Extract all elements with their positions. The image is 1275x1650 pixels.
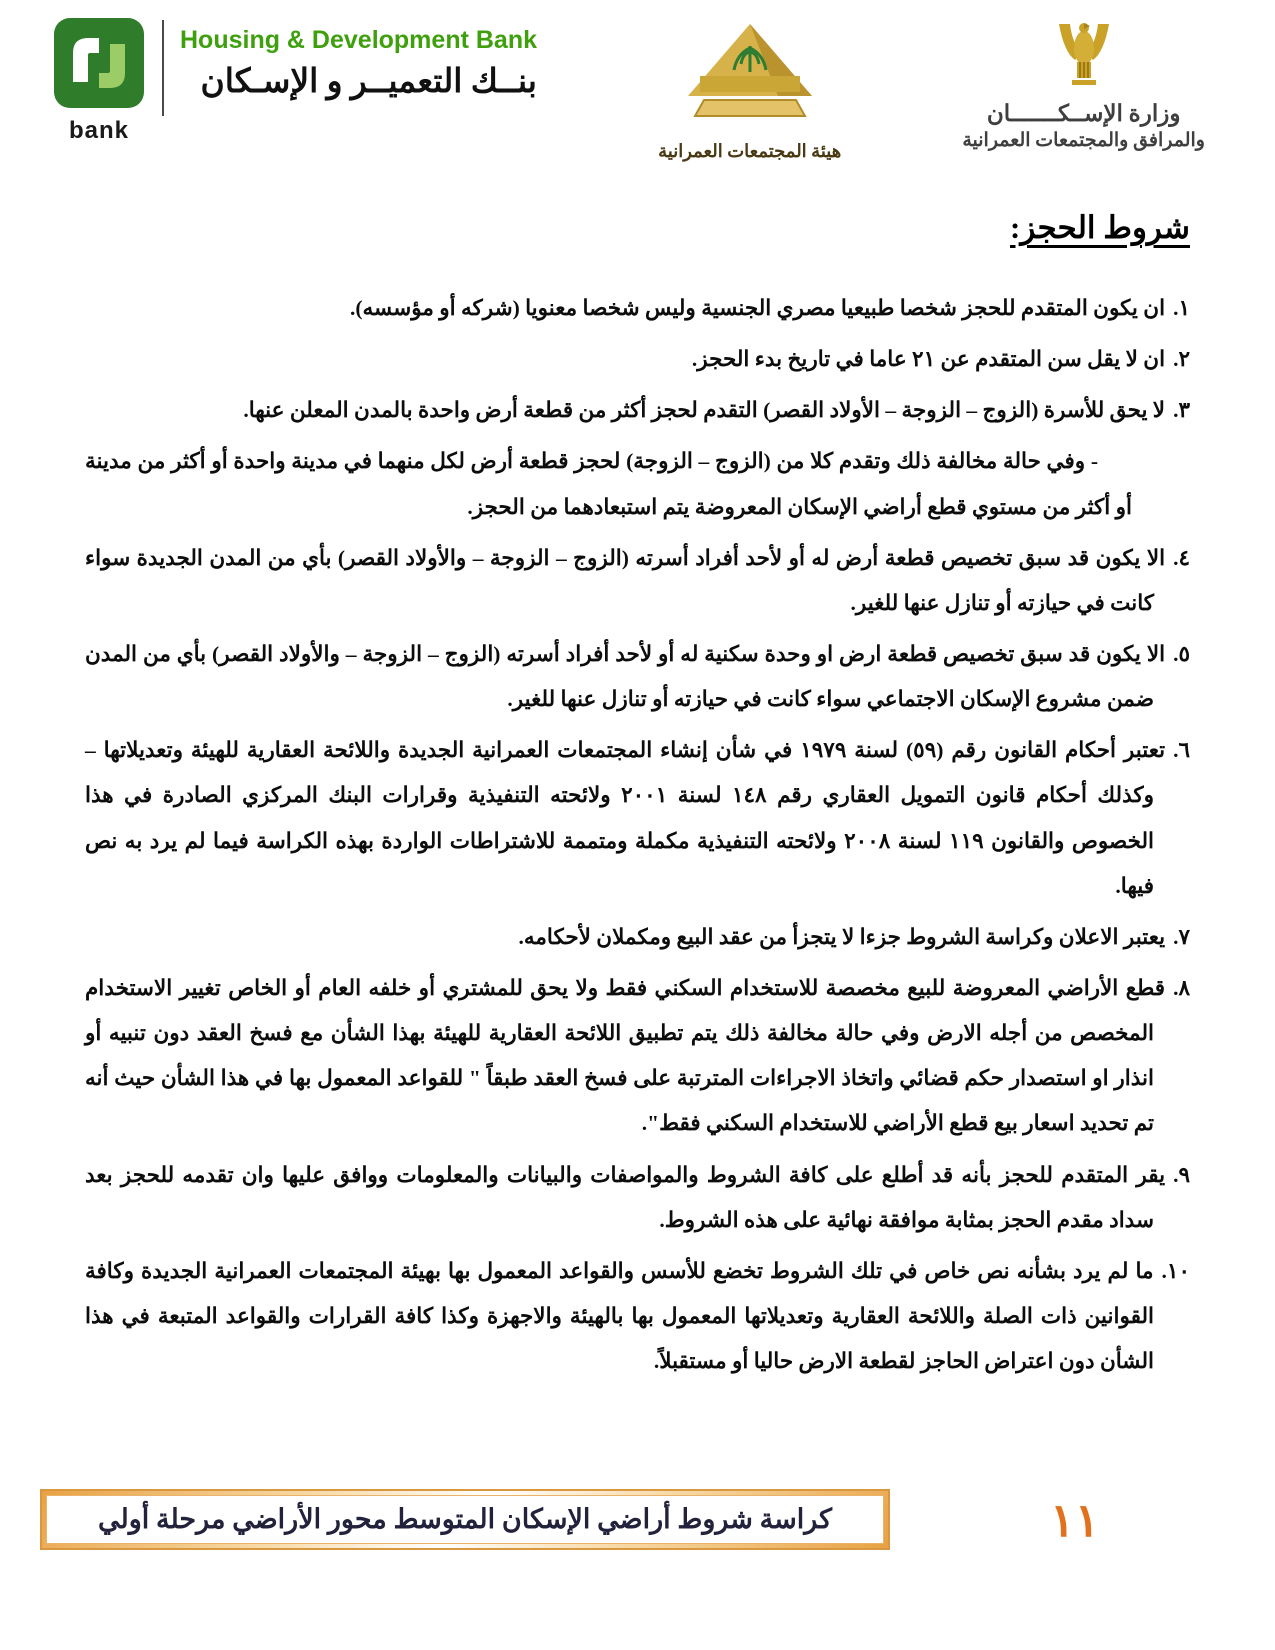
condition-item-5: [85, 632, 1190, 722]
condition-item-8: [85, 966, 1190, 1147]
condition-text: ان لا يقل سن المتقدم عن ٢١ عاما في تاريخ بدء الحجز.: [691, 347, 1166, 372]
condition-number: ٤.: [1173, 545, 1190, 570]
footer-booklet-box-inner: [46, 1495, 884, 1544]
condition-number: ٢.: [1173, 347, 1190, 372]
condition-text: لا يحق للأسرة (الزوج – الزوجة – الأولاد القصر) التقدم لحجز أكثر من قطعة أرض واحدة بالمدن المعلن عنها.: [243, 398, 1166, 423]
urban-communities-authority-emblem-icon: [670, 20, 830, 137]
page-footer: [40, 1489, 1275, 1550]
condition-item-9: [85, 1153, 1190, 1243]
hdb-bank-logo-icon: [52, 16, 146, 115]
bank-logo-column: [52, 16, 146, 145]
condition-item-6: [85, 728, 1190, 909]
bank-logo-word: bank: [68, 117, 129, 144]
condition-text: ان يكون المتقدم للحجز شخصا طبيعيا مصري الجنسية وليس شخصا معنويا (شركه أو مؤسسه).: [349, 296, 1166, 320]
footer-booklet-box: [40, 1489, 890, 1550]
bank-name-english: Housing & Development Bank: [180, 26, 537, 54]
condition-number: ٣.: [1173, 398, 1190, 423]
ministry-name-line2: والمرافق والمجتمعات العمرانية: [962, 130, 1205, 151]
header-divider-line: [162, 20, 164, 116]
condition-text: تعتبر أحكام القانون رقم (٥٩) لسنة ١٩٧٩ في شأن إنشاء المجتمعات العمرانية الجديدة واللائحة العقارية للهيئة وتعديلاتها – وكذلك أحكام قانون التمويل العقاري رقم ١٤٨ لسنة ٢٠٠١ ولائحته التنفيذية وقرارات البنك المركزي الصادرة في هذا الخصوص والقانون ١١٩ لسنة ٢٠٠٨ ولائحته التنفيذية مكملة ومتممة للاشتراطات الواردة بهذه الكراسة فيما لم يرد به نص فيها.: [85, 738, 1166, 898]
condition-number: ٨.: [1173, 975, 1190, 1000]
condition-text: الا يكون قد سبق تخصيص قطعة ارض او وحدة سكنية له أو لأحد أفراد أسرته (الزوج – الزوجة – والأولاد القصر) بأي من المدن ضمن مشروع الإسكان الاجتماعي سواء كانت في حيازته أو تنازل عنها للغير.: [85, 641, 1166, 712]
condition-item-4: [85, 536, 1190, 626]
condition-number: ٩.: [1173, 1162, 1190, 1187]
condition-item-7: [85, 915, 1190, 960]
page-number: ١١: [1050, 1494, 1100, 1546]
bank-header-block: [52, 16, 537, 145]
condition-item-2: [85, 337, 1190, 382]
page-header: [0, 0, 1275, 162]
condition-text: يعتبر الاعلان وكراسة الشروط جزءا لا يتجزأ من عقد البيع ومكملان لأحكامه.: [518, 924, 1166, 949]
condition-item-3-sub: - وفي حالة مخالفة ذلك وتقدم كلا من (الزوج – الزوجة) لحجز قطعة أرض لكل منهما في مدينة واحدة أو أكثر من مدينة أو أكثر من مستوي قطع أراضي الإسكان المعروضة يتم استبعادهما من الحجز.: [85, 449, 1132, 519]
condition-number: ٥.: [1173, 641, 1190, 666]
authority-caption: هيئة المجتمعات العمرانية: [658, 141, 842, 161]
condition-item-1: [85, 286, 1190, 331]
condition-number: ١٠.: [1161, 1258, 1190, 1283]
condition-text: ما لم يرد بشأنه نص خاص في تلك الشروط تخضع للأسس والقواعد المعمول بها بهيئة المجتمعات العمرانية الجديدة وكافة القوانين ذات الصلة واللائحة العقارية وتعديلاتها المعمول بها بالهيئة والاجهزة وكذا كافة القرارات والقواعد المتبعة في هذا الشأن دون اعتراض الحاجز لقطعة الارض حاليا أو مستقبلاً.: [85, 1258, 1154, 1374]
condition-text: يقر المتقدم للحجز بأنه قد أطلع على كافة الشروط والمواصفات والبيانات والمعلومات ووافق عليها وان تقدمه للحجز بعد سداد مقدم الحجز بمثابة موافقة نهائية على هذه الشروط.: [85, 1162, 1166, 1232]
condition-item-3: [85, 388, 1190, 433]
ministry-name-line1: وزارة الإســكـــــــان: [986, 101, 1181, 126]
condition-item-10: [85, 1249, 1190, 1384]
condition-text: الا يكون قد سبق تخصيص قطعة أرض له أو لأحد أفراد أسرته (الزوج – الزوجة – والأولاد القصر) بأي من المدن الجديدة سواء كانت في حيازته أو تنازل عنها للغير.: [85, 545, 1166, 615]
ministry-header-block: [962, 18, 1205, 152]
conditions-list: [85, 286, 1190, 1384]
authority-header-block: [658, 20, 841, 162]
condition-number: ٦.: [1173, 738, 1191, 763]
bank-name-arabic: بنــك التعميــر و الإسـكان: [200, 64, 537, 100]
page-title: شروط الحجز:: [1010, 210, 1190, 245]
condition-number: ٧.: [1173, 924, 1190, 949]
egypt-eagle-emblem-icon: [1051, 18, 1117, 95]
condition-text: قطع الأراضي المعروضة للبيع مخصصة للاستخدام السكني فقط ولا يحق للمشتري أو خلفه العام أو الخاص تغيير الاستخدام المخصص من أجله الارض وفي حالة مخالفة ذلك يتم تطبيق اللائحة العقارية للهيئة بهذا الشأن مع فسخ العقد دون تنبيه أو انذار او استصدار حكم قضائي واتخاذ الاجراءات المترتبة على فسخ العقد طبقاً " للقواعد المعمول بها في هذا الشأن حيث أنه تم تحديد اسعار بيع قطع الأراضي للاستخدام السكني فقط".: [85, 975, 1166, 1136]
booklet-title: كراسة شروط أراضي الإسكان المتوسط محور الأراضي مرحلة أولي: [97, 1504, 832, 1534]
condition-number: ١.: [1173, 296, 1190, 320]
bank-names: [180, 26, 537, 101]
